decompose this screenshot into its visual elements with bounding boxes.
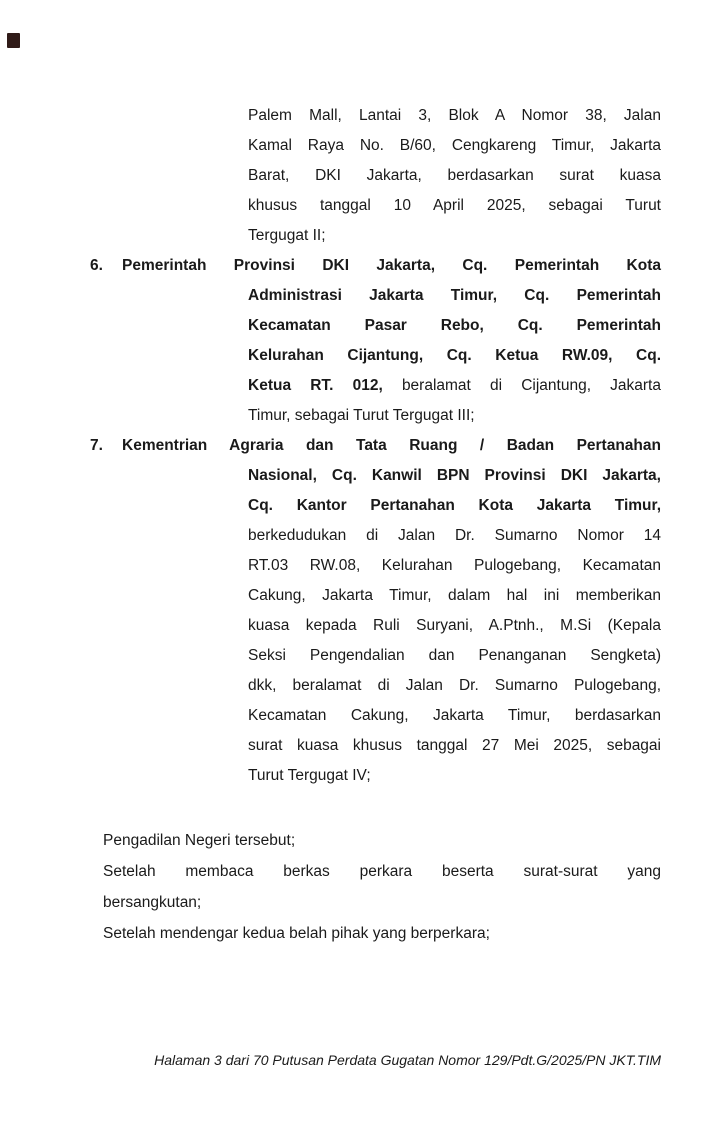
document-line: Kelurahan Cijantung, Cq. Ketua RW.09, Cq. xyxy=(248,347,661,364)
document-line: Kecamatan Cakung, Jakarta Timur, berdasarkan xyxy=(248,707,661,724)
document-line: Cq. Kantor Pertanahan Kota Jakarta Timur, xyxy=(248,497,661,514)
item-7-number: 7. xyxy=(90,437,103,454)
document-body xyxy=(0,101,720,949)
document-line: Seksi Pengendalian dan Penanganan Sengketa) xyxy=(248,647,661,664)
page-footer: Halaman 3 dari 70 Putusan Perdata Gugatan Nomor 129/Pdt.G/2025/PN JKT.TIM xyxy=(154,1052,661,1068)
item-5-continuation xyxy=(0,101,720,251)
document-line: khusus tanggal 10 April 2025, sebagai Turut xyxy=(248,197,661,214)
document-line: Kamal Raya No. B/60, Cengkareng Timur, Jakarta xyxy=(248,137,661,154)
item-6 xyxy=(0,251,720,431)
bold-run: Ketua RT. 012, xyxy=(248,377,383,394)
scan-artifact xyxy=(7,33,20,48)
document-line: surat kuasa khusus tanggal 27 Mei 2025, sebagai xyxy=(248,737,661,754)
document-line: Tergugat II; xyxy=(248,227,326,244)
item-7 xyxy=(0,431,720,791)
document-line: Setelah membaca berkas perkara beserta surat-surat yang xyxy=(103,863,661,880)
document-line: dkk, beralamat di Jalan Dr. Sumarno Pulogebang, xyxy=(248,677,661,694)
document-line: Kecamatan Pasar Rebo, Cq. Pemerintah xyxy=(248,317,661,334)
document-line: Pengadilan Negeri tersebut; xyxy=(103,832,296,849)
document-line xyxy=(248,371,661,401)
document-line: Kementrian Agraria dan Tata Ruang / Badan Pertanahan xyxy=(122,437,661,454)
document-line: Nasional, Cq. Kanwil BPN Provinsi DKI Jakarta, xyxy=(248,467,661,484)
document-line: Turut Tergugat IV; xyxy=(248,767,371,784)
document-line: kuasa kepada Ruli Suryani, A.Ptnh., M.Si (Kepala xyxy=(248,617,661,634)
document-line: RT.03 RW.08, Kelurahan Pulogebang, Kecamatan xyxy=(248,557,661,574)
document-line: Setelah mendengar kedua belah pihak yang berperkara; xyxy=(103,925,490,942)
document-line: Cakung, Jakarta Timur, dalam hal ini memberikan xyxy=(248,587,661,604)
document-line: bersangkutan; xyxy=(103,894,202,911)
regular-run: beralamat di Cijantung, Jakarta xyxy=(401,377,661,394)
document-line: Barat, DKI Jakarta, berdasarkan surat kuasa xyxy=(248,167,661,184)
closing-recitals xyxy=(0,825,720,949)
document-line: berkedudukan di Jalan Dr. Sumarno Nomor 14 xyxy=(248,527,661,544)
document-line: Pemerintah Provinsi DKI Jakarta, Cq. Pemerintah Kota xyxy=(122,257,661,274)
document-line: Timur, sebagai Turut Tergugat III; xyxy=(248,407,475,424)
document-line: Administrasi Jakarta Timur, Cq. Pemerintah xyxy=(248,287,661,304)
item-6-number: 6. xyxy=(90,257,103,274)
document-line: Palem Mall, Lantai 3, Blok A Nomor 38, Jalan xyxy=(248,107,661,124)
